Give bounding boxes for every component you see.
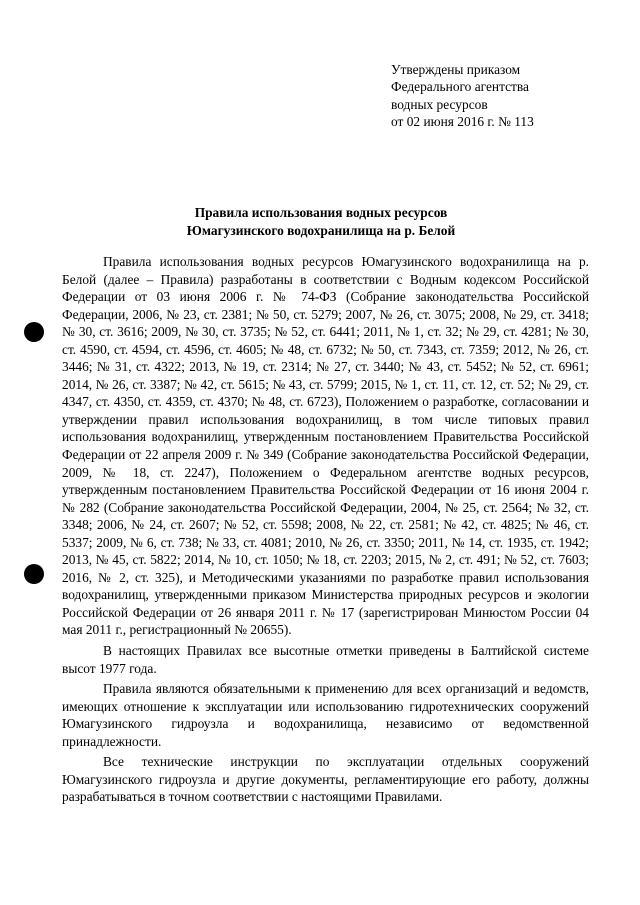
document-title [62,204,580,239]
approval-line: Федерального агентства [391,79,529,95]
approval-line: водных ресурсов [391,96,488,112]
paragraph: Все технические инструкции по эксплуатации отдельных сооружений Юмагузинского гидроузла и другие документы, регламентирующие его работу, должны разрабатываться в точном соответствии с настоящими Правилами. [62,754,589,805]
document-body [62,253,589,809]
approval-stamp [391,61,534,131]
title-line: Юмагузинского водохранилища на р. Белой [186,222,456,238]
paragraph: Правила являются обязательными к применению для всех организаций и ведомств, имеющих отношение к эксплуатации или использованию гидротехнических сооружений Юмагузинского гидроузла и водохранилища, независимо от ведомственной принадлежности. [62,681,589,749]
approval-line: Утверждены приказом [391,62,521,77]
title-line: Правила использования водных ресурсов [194,205,448,220]
punch-hole-top [24,322,44,342]
paragraph: В настоящих Правилах все высотные отметки приведены в Балтийской системе высот 1977 года. [62,643,589,676]
paragraph: Правила использования водных ресурсов Юмагузинского водохранилища на р. Белой (далее – Правила) разработаны в соответствии с Водным кодексом Российской Федерации от 03 июня 2006 г. № 74-ФЗ (Собрание законодательства Российской Федерации, 2006, № 23, ст. 2381; № 50, ст. 5279; 2007, № 26, ст. 3075; 2008, № 29, ст. 3418; № 30, ст. 3616; 2009, № 30, ст. 3735; № 52, ст. 6441; 2011, № 1, ст. 32; № 29, ст. 4281; № 30, ст. 4590, ст. 4594, ст. 4596, ст. 4605; № 48, ст. 6732; № 50, ст. 7343, ст. 7359; 2012, № 26, ст. 3446; № 31, ст. 4322; 2013, № 19, ст. 2314; № 27, ст. 3440; № 43, ст. 5452; № 52, ст. 6961; 2014, № 26, ст. 3387; № 42, ст. 5615; № 43, ст. 5799; 2015, № 1, ст. 11, ст. 12, ст. 52; № 29, ст. 4347, ст. 4350, ст. 4359, ст. 4370; № 48, ст. 6723), Положением о разработке, согласовании и утверждении правил использования водохранилищ, в том числе типовых правил использования водохранилищ, утвержденным постановлением Правительства Российской Федерации от 22 апреля 2009 г. № 349 (Собрание законодательства Российской Федерации, 2009, № 18, ст. 2247), Положением о Федеральном агентстве водных ресурсов, утвержденным постановлением Правительства Российской Федерации от 16 июня 2004 г. № 282 (Собрание законодательства Российской Федерации, 2004, № 25, ст. 2564; № 32, ст. 3348; 2006, № 24, ст. 2607; № 52, ст. 5598; 2008, № 22, ст. 2581; № 42, ст. 4825; № 46, ст. 5337; 2009, № 6, ст. 738; № 33, ст. 4081; 2010, № 26, ст. 3350; 2011, № 14, ст. 1935, ст. 1942; 2013, № 45, ст. 5822; 2014, № 10, ст. 1050; № 18, ст. 2203; 2015, № 2, ст. 491; № 52, ст. 7603; 2016, № 2, ст. 325), и Методическими указаниями по разработке правил использования водохранилищ, утвержденными приказом Министерства природных ресурсов и экологии Российской Федерации от 26 января 2011 г. № 17 (зарегистрирован Минюстом России 04 мая 2011 г., регистрационный № 20655). [62,254,589,638]
approval-line: от 02 июня 2016 г. № 113 [391,114,534,130]
punch-hole-bottom [24,564,44,584]
